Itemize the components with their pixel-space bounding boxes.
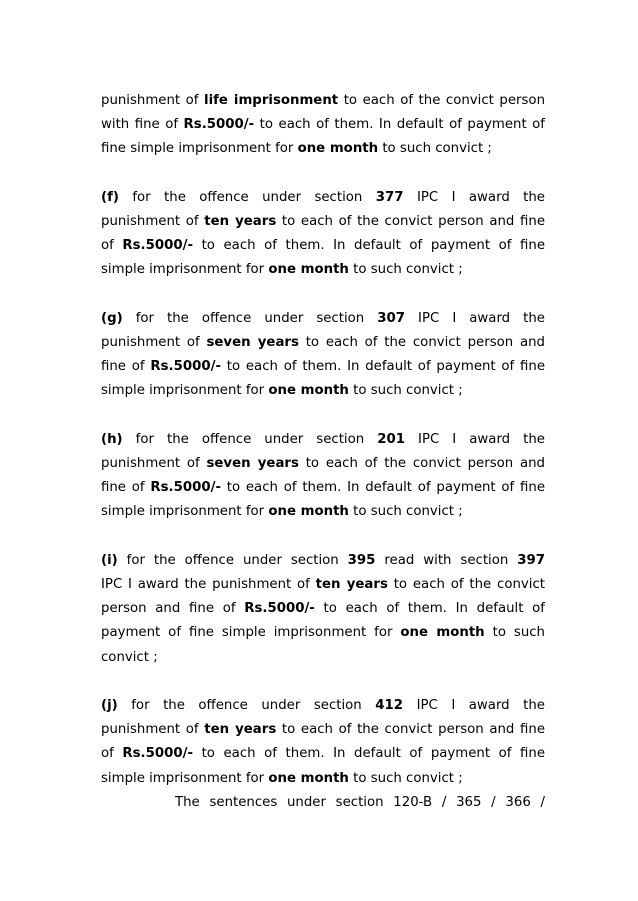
- sentence-paragraph: [101, 428, 545, 525]
- text-line: [101, 767, 545, 791]
- bold-text: ten years: [315, 577, 388, 592]
- sentence-paragraph: [101, 694, 545, 791]
- bold-text: (j): [101, 698, 118, 713]
- text-line: [101, 597, 545, 621]
- text-run: IPC I award the: [405, 431, 545, 447]
- text-line: [101, 500, 545, 524]
- text-run: simple imprisonment for: [101, 504, 269, 520]
- closing-line: The sentences under section 120-B / 365 / 366 /: [175, 794, 545, 810]
- text-run: punishment of: [101, 214, 205, 229]
- text-run: fine of: [101, 359, 151, 375]
- text-run: for the offence under section: [118, 189, 376, 205]
- bold-text: Rs.5000/-: [150, 480, 221, 496]
- text-line: [101, 549, 545, 573]
- document-body: [101, 89, 545, 815]
- text-line: [101, 742, 545, 766]
- text-run: to each of the convict: [387, 577, 545, 592]
- bold-text: 397: [517, 552, 545, 568]
- text-line: [101, 331, 545, 355]
- text-run: for the offence under section: [122, 431, 378, 447]
- text-line: [101, 258, 545, 282]
- text-line: [101, 113, 545, 137]
- text-run: to each of them. In default of: [314, 601, 545, 617]
- text-line: [101, 573, 545, 597]
- bold-text: seven years: [206, 456, 299, 471]
- text-line: [101, 379, 545, 403]
- text-run: simple imprisonment for: [101, 383, 269, 399]
- text-line: [101, 428, 545, 452]
- sentence-paragraph: [101, 307, 545, 404]
- text-run: to each of them. In default of payment of: [254, 117, 545, 133]
- text-run: to each of them. In default of payment of fine: [193, 746, 546, 762]
- text-run: person and fine of: [101, 601, 245, 617]
- text-run: simple imprisonment for: [101, 770, 269, 786]
- text-line: [101, 718, 545, 742]
- text-run: convict ;: [101, 649, 158, 665]
- bold-text: (i): [101, 552, 118, 568]
- sentence-paragraph: [101, 89, 545, 162]
- text-run: IPC I award the: [403, 189, 545, 205]
- text-run: of: [101, 746, 123, 762]
- text-line: [101, 89, 545, 113]
- bold-text: Rs.5000/-: [150, 359, 221, 375]
- bold-text: (h): [101, 431, 123, 447]
- bold-text: ten years: [204, 722, 277, 738]
- text-run: IPC I award the: [405, 310, 545, 326]
- bold-text: one month: [268, 770, 349, 786]
- bold-text: 307: [377, 310, 406, 326]
- bold-text: one month: [400, 625, 485, 641]
- text-line: [101, 234, 545, 258]
- text-run: to each of them. In default of payment of fine: [220, 359, 545, 375]
- text-line: [101, 307, 545, 331]
- text-line: [101, 355, 545, 379]
- bold-text: one month: [297, 141, 379, 157]
- text-line: [101, 137, 545, 161]
- bold-text: Rs.5000/-: [122, 238, 193, 254]
- sentence-paragraphs: [101, 89, 545, 791]
- bold-text: 412: [375, 698, 404, 713]
- text-run: payment of fine simple imprisonment for: [101, 625, 401, 641]
- text-run: to each of the convict person and: [298, 335, 545, 350]
- bold-text: (f): [101, 189, 119, 205]
- bold-text: life imprisonment: [204, 93, 339, 108]
- bold-text: Rs.5000/-: [244, 601, 315, 617]
- text-run: to each of the convict person: [338, 93, 545, 108]
- text-run: to such: [484, 625, 545, 641]
- text-run: to such convict ;: [348, 504, 463, 520]
- bold-text: Rs.5000/-: [183, 117, 255, 133]
- bold-text: (g): [101, 310, 123, 326]
- text-run: to each of them. In default of payment of fine: [220, 480, 545, 496]
- text-run: read with section: [375, 552, 518, 568]
- text-run: fine of: [101, 480, 151, 496]
- closing-paragraph: [101, 791, 545, 815]
- bold-text: one month: [268, 383, 349, 399]
- text-run: with fine of: [101, 117, 184, 133]
- bold-text: seven years: [206, 335, 299, 350]
- text-run: punishment of: [101, 335, 207, 350]
- text-run: to each of the convict person and: [298, 456, 545, 471]
- text-run: fine simple imprisonment for: [101, 141, 298, 157]
- text-run: for the offence under section: [122, 310, 378, 326]
- text-run: IPC I award the: [403, 698, 545, 713]
- text-line: [101, 621, 545, 645]
- text-run: to such convict ;: [348, 770, 463, 786]
- text-run: punishment of: [101, 722, 205, 738]
- text-line: [101, 694, 545, 718]
- text-line: [101, 452, 545, 476]
- text-run: IPC I award the punishment of: [101, 577, 316, 592]
- text-run: simple imprisonment for: [101, 262, 269, 278]
- text-run: to each of the convict person and fine: [276, 214, 546, 229]
- text-run: punishment of: [101, 456, 207, 471]
- bold-text: 201: [377, 431, 405, 447]
- text-line: [101, 210, 545, 234]
- bold-text: 377: [375, 189, 404, 205]
- text-run: to each of the convict person and fine: [276, 722, 546, 738]
- bold-text: one month: [268, 504, 349, 520]
- bold-text: one month: [268, 262, 349, 278]
- sentence-paragraph: [101, 186, 545, 283]
- sentence-paragraph: [101, 549, 545, 670]
- text-run: for the offence under section: [117, 552, 348, 568]
- text-run: of: [101, 238, 123, 254]
- text-run: to such convict ;: [348, 383, 463, 399]
- text-line: [101, 186, 545, 210]
- text-run: punishment of: [101, 93, 205, 108]
- text-run: to such convict ;: [378, 141, 492, 157]
- bold-text: Rs.5000/-: [122, 746, 193, 762]
- text-line: [101, 646, 545, 670]
- text-run: for the offence under section: [117, 698, 376, 713]
- bold-text: ten years: [204, 214, 277, 229]
- text-line: [101, 476, 545, 500]
- bold-text: 395: [347, 552, 376, 568]
- text-run: to such convict ;: [348, 262, 463, 278]
- text-run: to each of them. In default of payment of fine: [193, 238, 546, 254]
